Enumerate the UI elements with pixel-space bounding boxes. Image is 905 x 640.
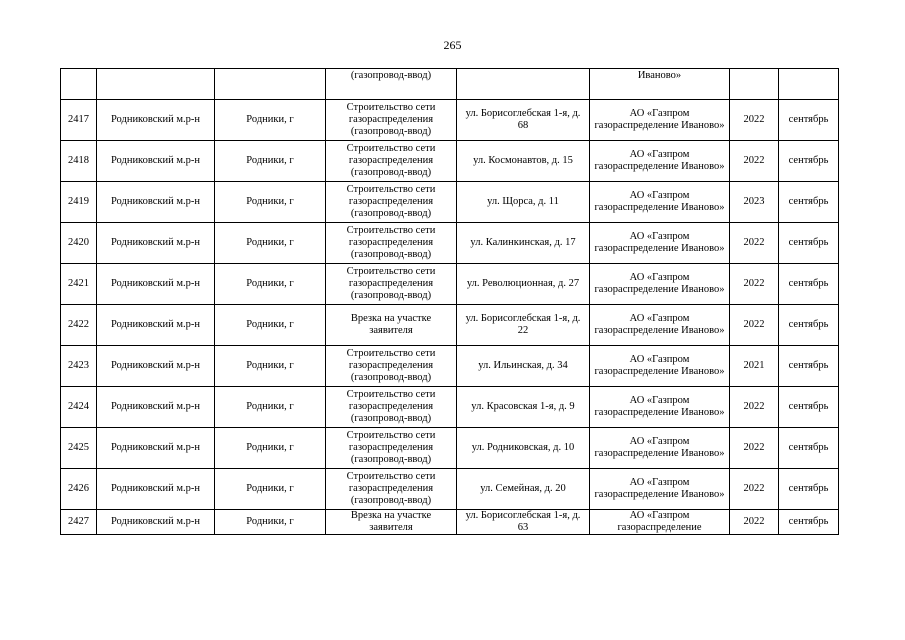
table-row [61, 182, 839, 223]
cell-work: Строительство сети газораспределения (газопровод-ввод) [326, 182, 457, 223]
table-row [61, 387, 839, 428]
cell-num: 2422 [61, 305, 97, 346]
cell-num: 2426 [61, 469, 97, 510]
table-row [61, 305, 839, 346]
cell-month: сентябрь [779, 346, 839, 387]
cell-org [590, 510, 730, 535]
cell-city: Родники, г [215, 223, 326, 264]
page-number: 265 [443, 38, 462, 52]
cell-district [97, 69, 215, 100]
cell-num: 2419 [61, 182, 97, 223]
cell-district: Родниковский м.р-н [97, 264, 215, 305]
cell-work: Строительство сети газораспределения (газопровод-ввод) [326, 223, 457, 264]
cell-city: Родники, г [215, 387, 326, 428]
cell-work: Строительство сети газораспределения (газопровод-ввод) [326, 469, 457, 510]
table-row [61, 141, 839, 182]
cell-month [779, 510, 839, 535]
cell-text: сентябрь [788, 515, 829, 527]
cell-year [730, 69, 779, 100]
cell-year: 2023 [730, 182, 779, 223]
cell-org: АО «Газпром газораспределение Иваново» [590, 387, 730, 428]
cell-address: ул. Красовская 1-я, д. 9 [457, 387, 590, 428]
cell-org: АО «Газпром газораспределение Иваново» [590, 100, 730, 141]
cell-org: АО «Газпром газораспределение Иваново» [590, 469, 730, 510]
table-row-continued [61, 69, 839, 100]
cell-num: 2417 [61, 100, 97, 141]
table-row [61, 223, 839, 264]
cell-work [326, 510, 457, 535]
cell-num: 2418 [61, 141, 97, 182]
cell-year [730, 510, 779, 535]
cell-org: АО «Газпром газораспределение Иваново» [590, 182, 730, 223]
cell-work: (газопровод-ввод) [326, 69, 457, 100]
cell-org: АО «Газпром газораспределение Иваново» [590, 305, 730, 346]
cell-district: Родниковский м.р-н [97, 387, 215, 428]
cell-address: ул. Ильинская, д. 34 [457, 346, 590, 387]
cell-num: 2424 [61, 387, 97, 428]
cell-city: Родники, г [215, 264, 326, 305]
cell-district: Родниковский м.р-н [97, 469, 215, 510]
cell-text: 2427 [68, 515, 89, 527]
cell-num: 2420 [61, 223, 97, 264]
cell-work: Строительство сети газораспределения (газопровод-ввод) [326, 346, 457, 387]
cell-month [779, 69, 839, 100]
table-row [61, 428, 839, 469]
cell-address: ул. Революционная, д. 27 [457, 264, 590, 305]
cell-district: Родниковский м.р-н [97, 346, 215, 387]
cell-work: Строительство сети газораспределения (газопровод-ввод) [326, 100, 457, 141]
cell-month: сентябрь [779, 182, 839, 223]
cell-org: Иваново» [590, 69, 730, 100]
cell-address: ул. Родниковская, д. 10 [457, 428, 590, 469]
cell-address [457, 510, 590, 535]
cell-month: сентябрь [779, 100, 839, 141]
cell-district: Родниковский м.р-н [97, 428, 215, 469]
cell-city: Родники, г [215, 100, 326, 141]
cell-work: Врезка на участке заявителя [326, 305, 457, 346]
cell-text: ул. Борисоглебская 1-я, д. 63 [465, 510, 581, 534]
cell-district: Родниковский м.р-н [97, 223, 215, 264]
cell-year: 2022 [730, 141, 779, 182]
cell-num: 2423 [61, 346, 97, 387]
cell-num [61, 510, 97, 535]
cell-year: 2022 [730, 264, 779, 305]
cell-org: АО «Газпром газораспределение Иваново» [590, 141, 730, 182]
cell-text: 2022 [743, 515, 765, 527]
cell-address: ул. Калинкинская, д. 17 [457, 223, 590, 264]
cell-district: Родниковский м.р-н [97, 305, 215, 346]
cell-text: Врезка на участке заявителя [350, 510, 432, 534]
cell-work: Строительство сети газораспределения (газопровод-ввод) [326, 264, 457, 305]
cell-text: Родники, г [246, 515, 294, 527]
cell-org: АО «Газпром газораспределение Иваново» [590, 223, 730, 264]
cell-address: ул. Семейная, д. 20 [457, 469, 590, 510]
cell-year: 2022 [730, 428, 779, 469]
cell-year: 2022 [730, 469, 779, 510]
cell-work: Строительство сети газораспределения (газопровод-ввод) [326, 428, 457, 469]
cell-city: Родники, г [215, 428, 326, 469]
table-row [61, 469, 839, 510]
cell-address [457, 69, 590, 100]
cell-month: сентябрь [779, 264, 839, 305]
cell-address: ул. Борисоглебская 1-я, д. 22 [457, 305, 590, 346]
cell-org: АО «Газпром газораспределение Иваново» [590, 346, 730, 387]
cell-city: Родники, г [215, 469, 326, 510]
cell-year: 2022 [730, 305, 779, 346]
cell-month: сентябрь [779, 141, 839, 182]
cell-city: Родники, г [215, 182, 326, 223]
cell-text: АО «Газпром газораспределение [617, 510, 702, 534]
cell-city: Родники, г [215, 305, 326, 346]
table-row [61, 100, 839, 141]
cell-year: 2022 [730, 223, 779, 264]
cell-district: Родниковский м.р-н [97, 141, 215, 182]
cell-org: АО «Газпром газораспределение Иваново» [590, 264, 730, 305]
cell-district: Родниковский м.р-н [97, 100, 215, 141]
cell-city [215, 510, 326, 535]
cell-address: ул. Космонавтов, д. 15 [457, 141, 590, 182]
cell-city [215, 69, 326, 100]
cell-district: Родниковский м.р-н [97, 182, 215, 223]
cell-num [61, 69, 97, 100]
cell-city: Родники, г [215, 346, 326, 387]
cell-num: 2421 [61, 264, 97, 305]
cell-month: сентябрь [779, 387, 839, 428]
cell-work: Строительство сети газораспределения (газопровод-ввод) [326, 141, 457, 182]
cell-year: 2022 [730, 100, 779, 141]
cell-month: сентябрь [779, 223, 839, 264]
table-row-partial [61, 510, 839, 535]
table-row [61, 264, 839, 305]
cell-work: Строительство сети газораспределения (газопровод-ввод) [326, 387, 457, 428]
cell-month: сентябрь [779, 305, 839, 346]
cell-org: АО «Газпром газораспределение Иваново» [590, 428, 730, 469]
cell-year: 2021 [730, 346, 779, 387]
cell-year: 2022 [730, 387, 779, 428]
cell-num: 2425 [61, 428, 97, 469]
cell-month: сентябрь [779, 469, 839, 510]
table-row [61, 346, 839, 387]
cell-month: сентябрь [779, 428, 839, 469]
cell-address: ул. Щорса, д. 11 [457, 182, 590, 223]
cell-address: ул. Борисоглебская 1-я, д. 68 [457, 100, 590, 141]
gasification-table [60, 68, 839, 535]
cell-city: Родники, г [215, 141, 326, 182]
cell-text: Родниковский м.р-н [110, 515, 201, 527]
cell-district [97, 510, 215, 535]
